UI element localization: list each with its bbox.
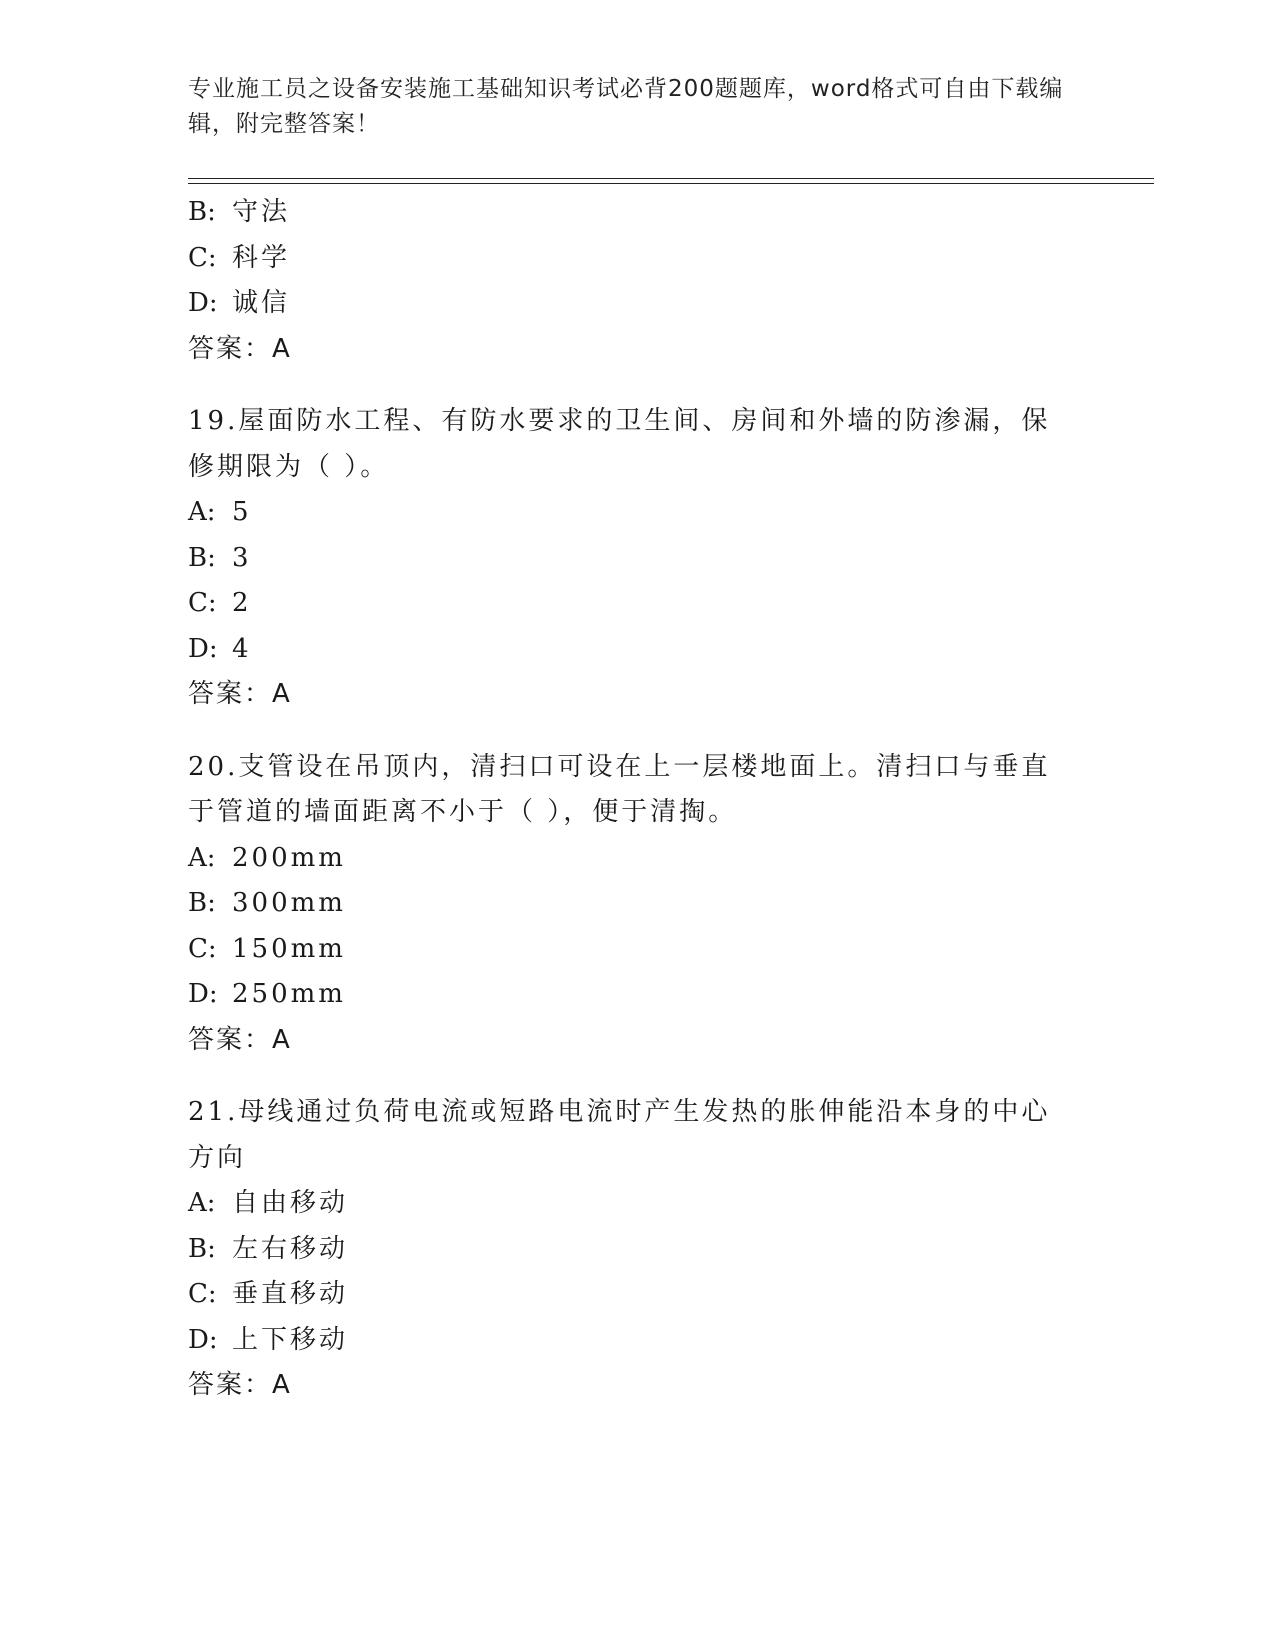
option-text: 守法	[232, 197, 291, 227]
option-text: 自由移动	[232, 1188, 349, 1218]
option-text: 科学	[232, 242, 291, 273]
option-text: 2	[232, 588, 252, 618]
option-label: B:	[188, 197, 216, 227]
option-text: 150mm	[232, 933, 346, 964]
option-text: 上下移动	[232, 1324, 349, 1355]
option-c	[188, 236, 1088, 282]
option-text: 300mm	[232, 888, 346, 918]
option-label: D:	[188, 1324, 218, 1355]
option-a	[188, 836, 1088, 882]
option-text: 4	[232, 633, 252, 664]
answer-line: 答案：A	[188, 679, 292, 709]
option-d	[188, 627, 1088, 673]
option-text: 3	[232, 542, 252, 573]
option-label: B:	[188, 888, 216, 918]
option-a	[188, 1181, 1088, 1227]
option-label: A:	[188, 842, 216, 873]
answer-line: 答案：A	[188, 1024, 292, 1055]
option-label: D:	[188, 979, 218, 1009]
option-label: D:	[188, 288, 218, 318]
header-divider-bottom	[188, 183, 1154, 184]
option-b	[188, 1227, 1088, 1273]
option-label: C:	[188, 242, 217, 273]
option-text: 250mm	[232, 979, 346, 1009]
question-list	[188, 190, 1088, 1409]
option-label: C:	[188, 1279, 217, 1309]
option-label: A:	[188, 497, 216, 527]
option-a	[188, 490, 1088, 536]
option-d	[188, 972, 1088, 1018]
option-c	[188, 581, 1088, 627]
question-text: 21.母线通过负荷电流或短路电流时产生发热的胀伸能沿本身的中心方向	[188, 1097, 1051, 1173]
option-label: D:	[188, 633, 218, 664]
question-text: 20.支管设在吊顶内，清扫口可设在上一层楼地面上。清扫口与垂直于管道的墙面距离不小于（ ），便于清掏。	[188, 751, 1051, 827]
option-label: A:	[188, 1188, 216, 1218]
question-18-continuation	[188, 190, 1088, 372]
option-label: C:	[188, 933, 217, 964]
option-b	[188, 190, 1088, 236]
header-divider-top	[188, 178, 1154, 179]
option-label: C:	[188, 588, 217, 618]
option-c	[188, 927, 1088, 973]
option-b	[188, 881, 1088, 927]
question-21	[188, 1090, 1088, 1409]
question-text: 19.屋面防水工程、有防水要求的卫生间、房间和外墙的防渗漏，保修期限为（ ）。	[188, 406, 1051, 482]
option-label: B:	[188, 542, 216, 573]
option-c	[188, 1272, 1088, 1318]
option-label: B:	[188, 1233, 216, 1264]
option-b	[188, 536, 1088, 582]
option-d	[188, 1318, 1088, 1364]
question-19	[188, 399, 1088, 718]
answer-line: 答案：A	[188, 333, 292, 364]
option-text: 诚信	[232, 288, 291, 318]
option-text: 5	[232, 497, 252, 527]
option-d	[188, 281, 1088, 327]
question-20	[188, 745, 1088, 1064]
answer-line: 答案：A	[188, 1370, 292, 1400]
option-text: 左右移动	[232, 1233, 349, 1264]
option-text: 垂直移动	[232, 1279, 349, 1309]
option-text: 200mm	[232, 842, 346, 873]
document-header-title: 专业施工员之设备安装施工基础知识考试必背200题题库，word格式可自由下载编辑，附完整答案！	[188, 76, 1064, 137]
